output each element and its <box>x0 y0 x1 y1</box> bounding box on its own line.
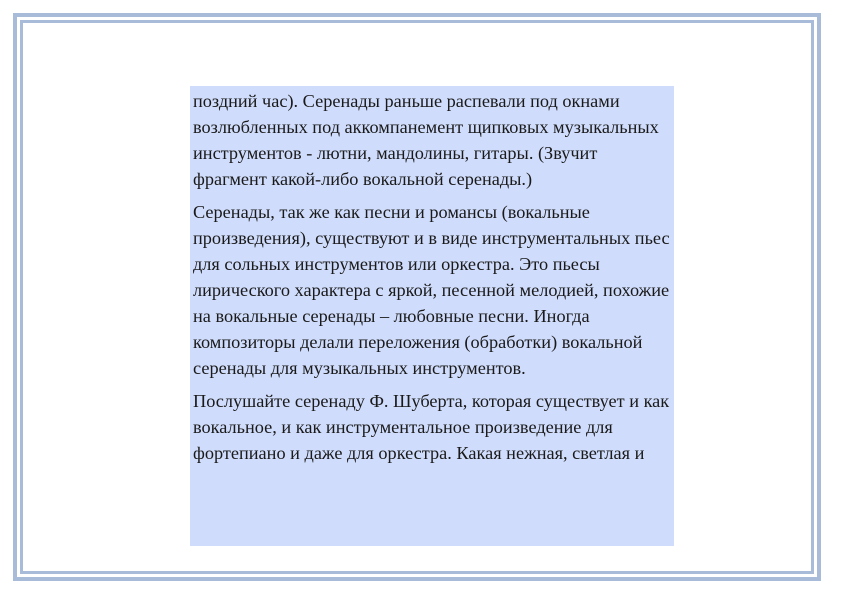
paragraph-schubert: Послушайте серенаду Ф. Шуберта, которая существует и как вокальное, и как инструментальное произведение для фортепиано и даже для оркестра. Какая нежная, светлая и <box>193 391 670 463</box>
paragraph-instrumental-serenades: Серенады, так же как песни и романсы (вокальные произведения), существуют и в виде инструментальных пьес для сольных инструментов или оркестра. Это пьесы лирического характера с яркой, песенной мелодией, похожие на вокальные серенады – любовные песни. Иногда композиторы делали переложения (обработки) вокальной серенады для музыкальных инструментов. <box>193 202 670 378</box>
text-block <box>190 86 674 546</box>
paragraph-intro: поздний час). Серенады раньше распевали под окнами возлюбленных под аккомпанемент щипковых музыкальных инструментов - лютни, мандолины, гитары. (Звучит фрагмент какой-либо вокальной серенады.) <box>193 91 659 189</box>
